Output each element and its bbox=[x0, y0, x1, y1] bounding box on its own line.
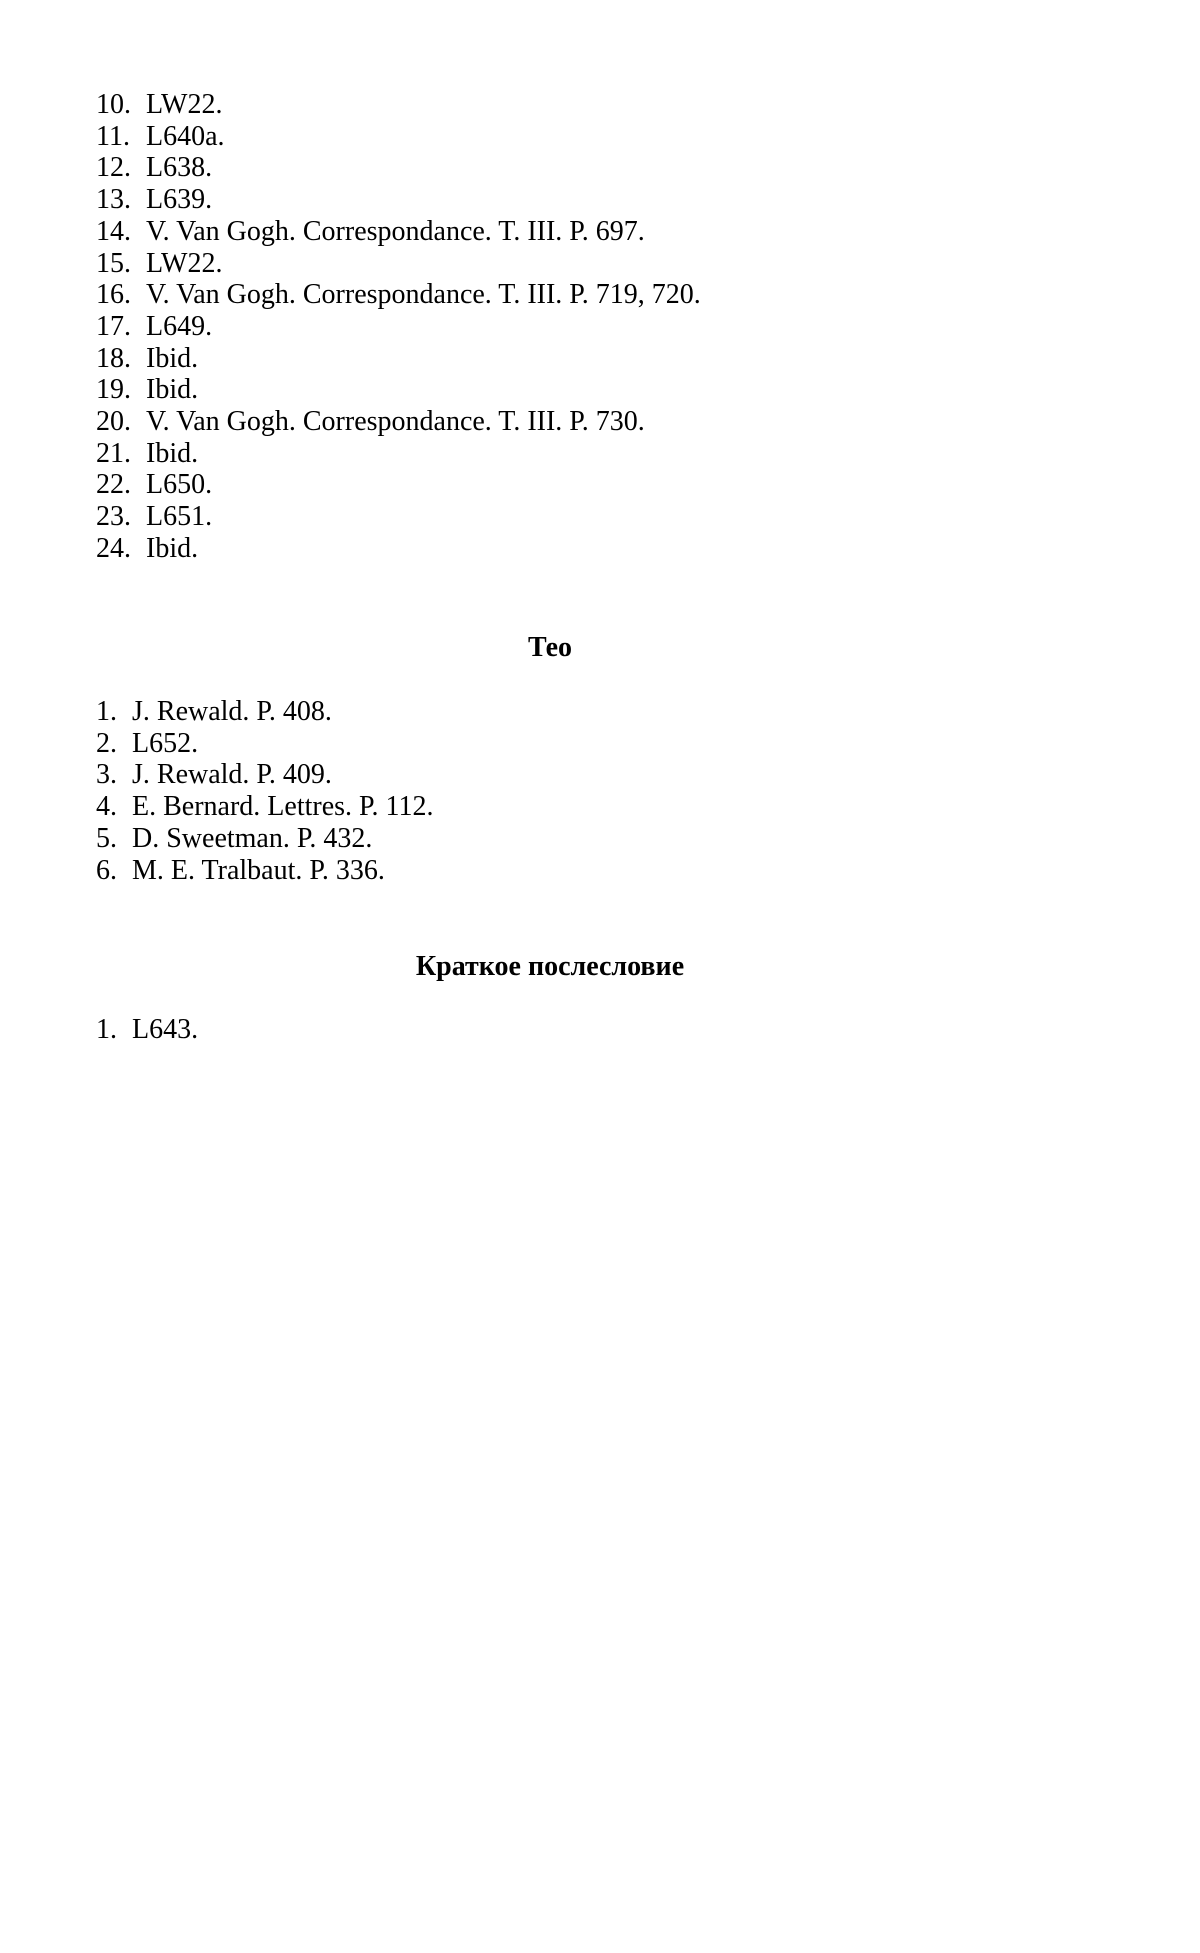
note-text: LW22. bbox=[146, 89, 223, 120]
note-text: L640a. bbox=[146, 120, 225, 152]
note-item bbox=[96, 184, 701, 216]
note-item bbox=[96, 1014, 198, 1046]
note-number: 12. bbox=[96, 152, 131, 184]
note-item bbox=[96, 374, 701, 406]
note-text: L651. bbox=[146, 501, 213, 533]
note-text: D. Sweetman. P. 432. bbox=[132, 822, 373, 854]
note-number: 10. bbox=[96, 89, 131, 120]
note-number: 23. bbox=[96, 501, 131, 533]
note-text: L649. bbox=[146, 310, 213, 342]
note-item bbox=[96, 343, 701, 375]
note-item bbox=[96, 311, 701, 343]
notes-list-teo bbox=[96, 696, 433, 886]
note-number: 22. bbox=[96, 469, 131, 501]
note-item bbox=[96, 216, 701, 248]
note-item bbox=[96, 121, 701, 153]
note-item bbox=[96, 791, 433, 823]
notes-list-afterword bbox=[96, 1014, 198, 1046]
note-item bbox=[96, 152, 701, 184]
note-item bbox=[96, 759, 433, 791]
note-item bbox=[96, 728, 433, 760]
note-text: L639. bbox=[146, 184, 213, 216]
note-text: V. Van Gogh. Correspondance. T. III. P. 697. bbox=[146, 215, 645, 247]
note-item bbox=[96, 696, 433, 728]
note-number: 1. bbox=[96, 696, 117, 727]
note-number: 14. bbox=[96, 215, 131, 247]
note-text: L652. bbox=[132, 727, 199, 759]
note-number: 2. bbox=[96, 727, 117, 759]
note-number: 20. bbox=[96, 406, 131, 438]
note-number: 4. bbox=[96, 791, 117, 823]
note-number: 16. bbox=[96, 279, 131, 311]
section-heading-afterword: Краткое послесловие bbox=[415, 951, 685, 982]
note-text: M. E. Tralbaut. P. 336. bbox=[132, 854, 385, 886]
note-number: 15. bbox=[96, 247, 131, 279]
notes-list-main bbox=[96, 89, 701, 565]
note-item bbox=[96, 438, 701, 470]
note-text: L643. bbox=[132, 1014, 199, 1045]
note-text: L650. bbox=[146, 469, 213, 501]
note-number: 18. bbox=[96, 342, 131, 374]
note-item bbox=[96, 248, 701, 280]
note-text: Ibid. bbox=[146, 437, 199, 469]
note-number: 19. bbox=[96, 374, 131, 406]
note-text: J. Rewald. P. 409. bbox=[132, 759, 332, 791]
note-text: V. Van Gogh. Correspondance. T. III. P. 730. bbox=[146, 406, 645, 438]
note-item bbox=[96, 406, 701, 438]
note-text: V. Van Gogh. Correspondance. T. III. P. 719, 720. bbox=[146, 279, 701, 311]
note-text: E. Bernard. Lettres. P. 112. bbox=[132, 791, 434, 823]
note-text: Ibid. bbox=[146, 532, 199, 564]
section-heading-teo: Тео bbox=[527, 632, 573, 663]
note-number: 1. bbox=[96, 1014, 117, 1045]
note-item bbox=[96, 855, 433, 887]
note-item bbox=[96, 501, 701, 533]
note-number: 6. bbox=[96, 854, 117, 886]
note-number: 11. bbox=[96, 120, 130, 152]
note-number: 17. bbox=[96, 310, 131, 342]
note-item bbox=[96, 469, 701, 501]
note-text: Ibid. bbox=[146, 374, 199, 406]
note-item bbox=[96, 89, 701, 121]
note-number: 5. bbox=[96, 822, 117, 854]
note-number: 21. bbox=[96, 437, 131, 469]
note-item bbox=[96, 533, 701, 565]
note-text: L638. bbox=[146, 152, 213, 184]
note-text: LW22. bbox=[146, 247, 223, 279]
note-number: 24. bbox=[96, 532, 131, 564]
note-text: J. Rewald. P. 408. bbox=[132, 696, 332, 727]
note-text: Ibid. bbox=[146, 342, 199, 374]
note-number: 13. bbox=[96, 184, 131, 216]
note-number: 3. bbox=[96, 759, 117, 791]
note-item bbox=[96, 279, 701, 311]
note-item bbox=[96, 823, 433, 855]
